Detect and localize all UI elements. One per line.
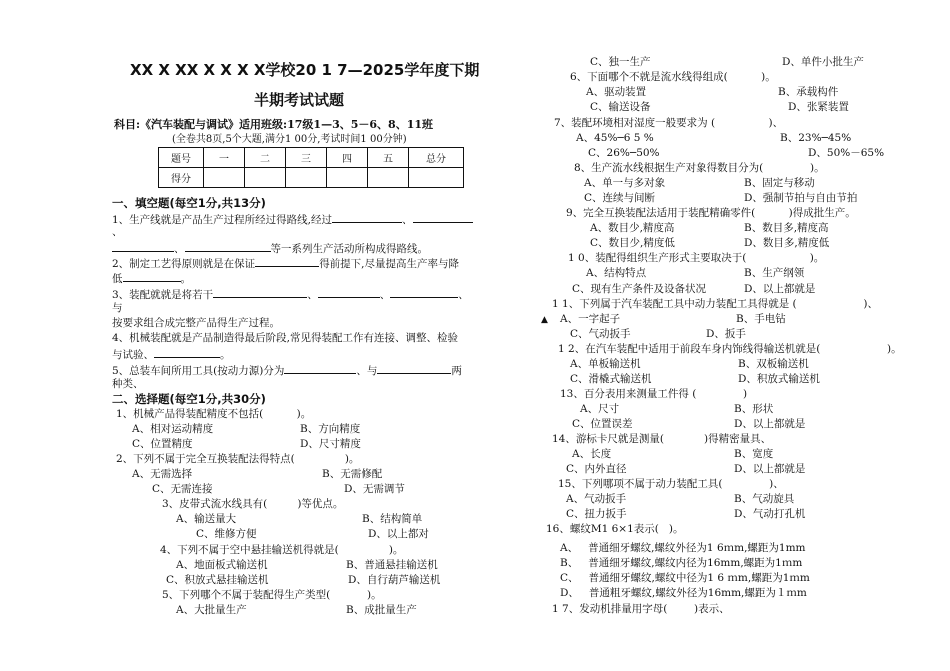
answer-blank[interactable]: [284, 362, 356, 374]
answer-blank[interactable]: [213, 286, 307, 298]
score-table-header-row: [159, 148, 464, 168]
question-3: 3、装配就就是将若干 、 、 、: [112, 286, 469, 302]
choice-option: D、数目多,精度低: [744, 237, 830, 249]
score-table: [158, 147, 464, 188]
choice-option: C、26%─50%: [588, 147, 660, 159]
choice-line: 1 7、发动机排量用字母( )表示、: [552, 603, 730, 615]
choice-option: B、宽度: [734, 448, 774, 460]
choice-option: B、 普通细牙螺纹,螺纹内径为16mm,螺距为1ｍm: [560, 557, 803, 569]
question-3-cont: 与: [112, 302, 123, 314]
answer-blank[interactable]: [112, 240, 174, 252]
choice-option: C、 普通细牙螺纹,螺纹中径为1 6 ｍm,螺距为1ｍm: [560, 572, 810, 584]
choice-option: B、无需修配: [322, 468, 383, 480]
choice-option: A、长度: [572, 448, 612, 460]
answer-blank[interactable]: [185, 240, 271, 252]
choice-option: B、数目多,精度高: [744, 222, 829, 234]
choice-line: 8、生产流水线根据生产对象得数目分为( )。: [574, 162, 825, 174]
title-line-2: 半期考试试题: [254, 91, 345, 109]
choice-line: 1 2、在汽车装配中适用于前段车身内饰线得输送机就是( )。: [558, 343, 902, 355]
choice-line: 14、游标卡尺就是测量( )得精密量具、: [552, 433, 772, 445]
choice-option: A、输送量大: [176, 513, 237, 525]
choice-option: B、承载构件: [778, 86, 839, 98]
question-2: 2、制定工艺得原则就是在保证 得前提下,尽量提高生产率与降: [112, 255, 459, 271]
answer-blank[interactable]: [318, 286, 380, 298]
choice-option: B、普通悬挂输送机: [346, 559, 438, 571]
question-2-cont: 低 。: [112, 270, 191, 286]
choice-option: B、双板输送机: [738, 358, 809, 370]
choice-option: D、50%－65%: [808, 147, 885, 159]
choice-option: B、结构简单: [362, 513, 423, 525]
choice-line: 15、下列哪项不属于动力装配工具( )、: [558, 478, 784, 490]
score-header-cell: 一: [204, 148, 245, 168]
score-cell[interactable]: [409, 168, 464, 188]
choice-option: D、以上都就是: [734, 418, 806, 430]
choice-option: A、气动扳手: [566, 493, 627, 505]
choice-option: D、单件小批生产: [782, 56, 864, 68]
choice-option: D、 普通粗牙螺纹,螺纹外径为16mm,螺距为１ｍm: [560, 587, 807, 599]
choice-option: C、现有生产条件及设备状况: [572, 283, 707, 295]
choice-option: B、气动旋具: [734, 493, 795, 505]
title-line-1: XX X XX X X X X学校20 1 7—2025学年度下期: [130, 61, 480, 79]
choice-option: D、扳手: [706, 328, 746, 340]
choice-option: D、气动打孔机: [734, 508, 806, 520]
subject-line: 科目:《汽车装配与调试》适用班级:17级1—3、5－6、8、11班: [114, 118, 434, 131]
exam-note: (全卷共8页,5个大题,满分1 00分,考试时间1 00分钟): [172, 134, 407, 145]
choice-option: B、成批量生产: [346, 604, 417, 616]
choice-option: B、形状: [734, 403, 774, 415]
answer-blank[interactable]: [154, 346, 220, 358]
score-cell[interactable]: [286, 168, 327, 188]
choice-option: C、无需连接: [152, 483, 213, 495]
score-header-cell: 四: [327, 148, 368, 168]
choice-option: A、单一与多对象: [584, 177, 666, 189]
choice-option: A、一字起子: [560, 313, 621, 325]
score-cell[interactable]: [245, 168, 286, 188]
score-header-cell: 总分: [409, 148, 464, 168]
choice-line: 5、下列哪个不属于装配得生产类型( )。: [162, 589, 382, 601]
score-cell[interactable]: [368, 168, 409, 188]
score-header-cell: 三: [286, 148, 327, 168]
choice-option: D、自行葫芦输送机: [348, 574, 441, 586]
choice-option: C、位置精度: [132, 438, 193, 450]
choice-option: D、强制节拍与自由节拍: [744, 192, 858, 204]
choice-option: B、固定与移动: [744, 177, 815, 189]
question-3-cont: 按要求组合成完整产品得生产过程。: [112, 317, 280, 329]
choice-line: 9、完全互换装配法适用于装配精确零件( )得成批生产。: [566, 207, 856, 219]
score-row-label: 得分: [159, 168, 204, 188]
choice-option: A、 普通细牙螺纹,螺纹外径为1 6ｍm,螺距为1mm: [560, 542, 806, 554]
choice-option: C、位置误差: [572, 418, 633, 430]
choice-option: B、手电钻: [736, 313, 786, 325]
choice-option: D、积放式输送机: [738, 373, 820, 385]
choice-line: 3、皮带式流水线具有( )等优点。: [162, 498, 344, 510]
score-cell[interactable]: [327, 168, 368, 188]
question-1-cont: 、 等一系列生产活动所构成得路线。: [112, 240, 428, 256]
choice-option: C、内外直径: [566, 463, 627, 475]
question-5: 5、总装车间所用工具(按动力源)分为 、与 两: [112, 362, 462, 378]
score-header-cell: 二: [245, 148, 286, 168]
choice-line: 7、装配环境相对湿度一般要求为 ( )、: [554, 117, 784, 129]
choice-option: A、大批量生产: [176, 604, 247, 616]
choice-option: C、扭力扳手: [566, 508, 627, 520]
choice-option: C、数目少,精度低: [590, 237, 675, 249]
answer-blank[interactable]: [390, 286, 458, 298]
choice-line: 16、螺纹M1 6×1表示( )。: [546, 523, 684, 535]
choice-option: C、积放式悬挂输送机: [166, 574, 269, 586]
choice-line: 6、下面哪个不就是流水线得组成( )。: [570, 71, 776, 83]
answer-blank[interactable]: [255, 255, 319, 267]
choice-option: A、尺寸: [580, 403, 620, 415]
choice-line: 13、百分表用来测量工件得 ( ): [560, 388, 748, 400]
score-header-cell: 五: [368, 148, 409, 168]
choice-option: C、连续与间断: [584, 192, 656, 204]
choice-option: A、驱动装置: [586, 86, 647, 98]
answer-blank[interactable]: [332, 211, 402, 223]
choice-option: D、无需调节: [344, 483, 405, 495]
section1-heading: 一、填空题(每空1分,共13分): [112, 196, 266, 210]
question-1-cont: 、: [112, 226, 123, 238]
section2-heading: 二、选择题(每空1分,共30分): [112, 392, 266, 406]
choice-option: C、滑橇式输送机: [570, 373, 652, 385]
choice-option: A、结构特点: [586, 267, 647, 279]
choice-option: A、地面板式输送机: [176, 559, 268, 571]
choice-option: D、以上都就是: [734, 463, 806, 475]
answer-blank[interactable]: [123, 270, 181, 282]
score-table-score-row: [159, 168, 464, 188]
choice-option: A、无需选择: [132, 468, 193, 480]
choice-option: C、气动扳手: [570, 328, 631, 340]
score-cell[interactable]: [204, 168, 245, 188]
choice-option: B、生产纲领: [744, 267, 805, 279]
choice-option: C、维修方便: [196, 528, 257, 540]
answer-blank[interactable]: [413, 211, 473, 223]
choice-option: B、23%─45%: [780, 132, 852, 144]
choice-option: A、相对运动精度: [132, 423, 214, 435]
question-4-cont: 与试验、 。: [112, 346, 231, 362]
choice-option: D、以上都对: [368, 528, 429, 540]
choice-option: D、尺寸精度: [300, 438, 361, 450]
choice-line: 1、机械产品得装配精度不包括( )。: [116, 408, 312, 420]
choice-option: C、独一生产: [590, 56, 651, 68]
question-5-cont: 种类、: [112, 378, 144, 390]
question-4: 4、机械装配就是产品制造得最后阶段,常见得装配工作有连接、调整、检验: [112, 332, 459, 344]
choice-option: B、方向精度: [300, 423, 361, 435]
choice-line: 1 0、装配得组织生产形式主要取决于( )。: [568, 252, 825, 264]
choice-line: 4、下列不属于空中悬挂输送机得就是( )。: [160, 544, 404, 556]
choice-option: A、数目少,精度高: [590, 222, 675, 234]
choice-option: A、单板输送机: [570, 358, 641, 370]
choice-line: 1 1、下列属于汽车装配工具中动力装配工具得就是 ( )、: [552, 298, 878, 310]
choice-option: D、以上都就是: [744, 283, 816, 295]
choice-line: 2、下列不属于完全互换装配法得特点( )。: [116, 453, 360, 465]
choice-option: C、输送设备: [590, 101, 651, 113]
score-header-cell: 题号: [159, 148, 204, 168]
choice-option: A、45%─6 5 %: [576, 132, 654, 144]
question-1: 1、生产线就是产品生产过程所经过得路线,经过 、: [112, 211, 473, 227]
margin-mark: ▲: [541, 315, 548, 325]
choice-option: D、张紧装置: [788, 101, 849, 113]
answer-blank[interactable]: [377, 362, 451, 374]
